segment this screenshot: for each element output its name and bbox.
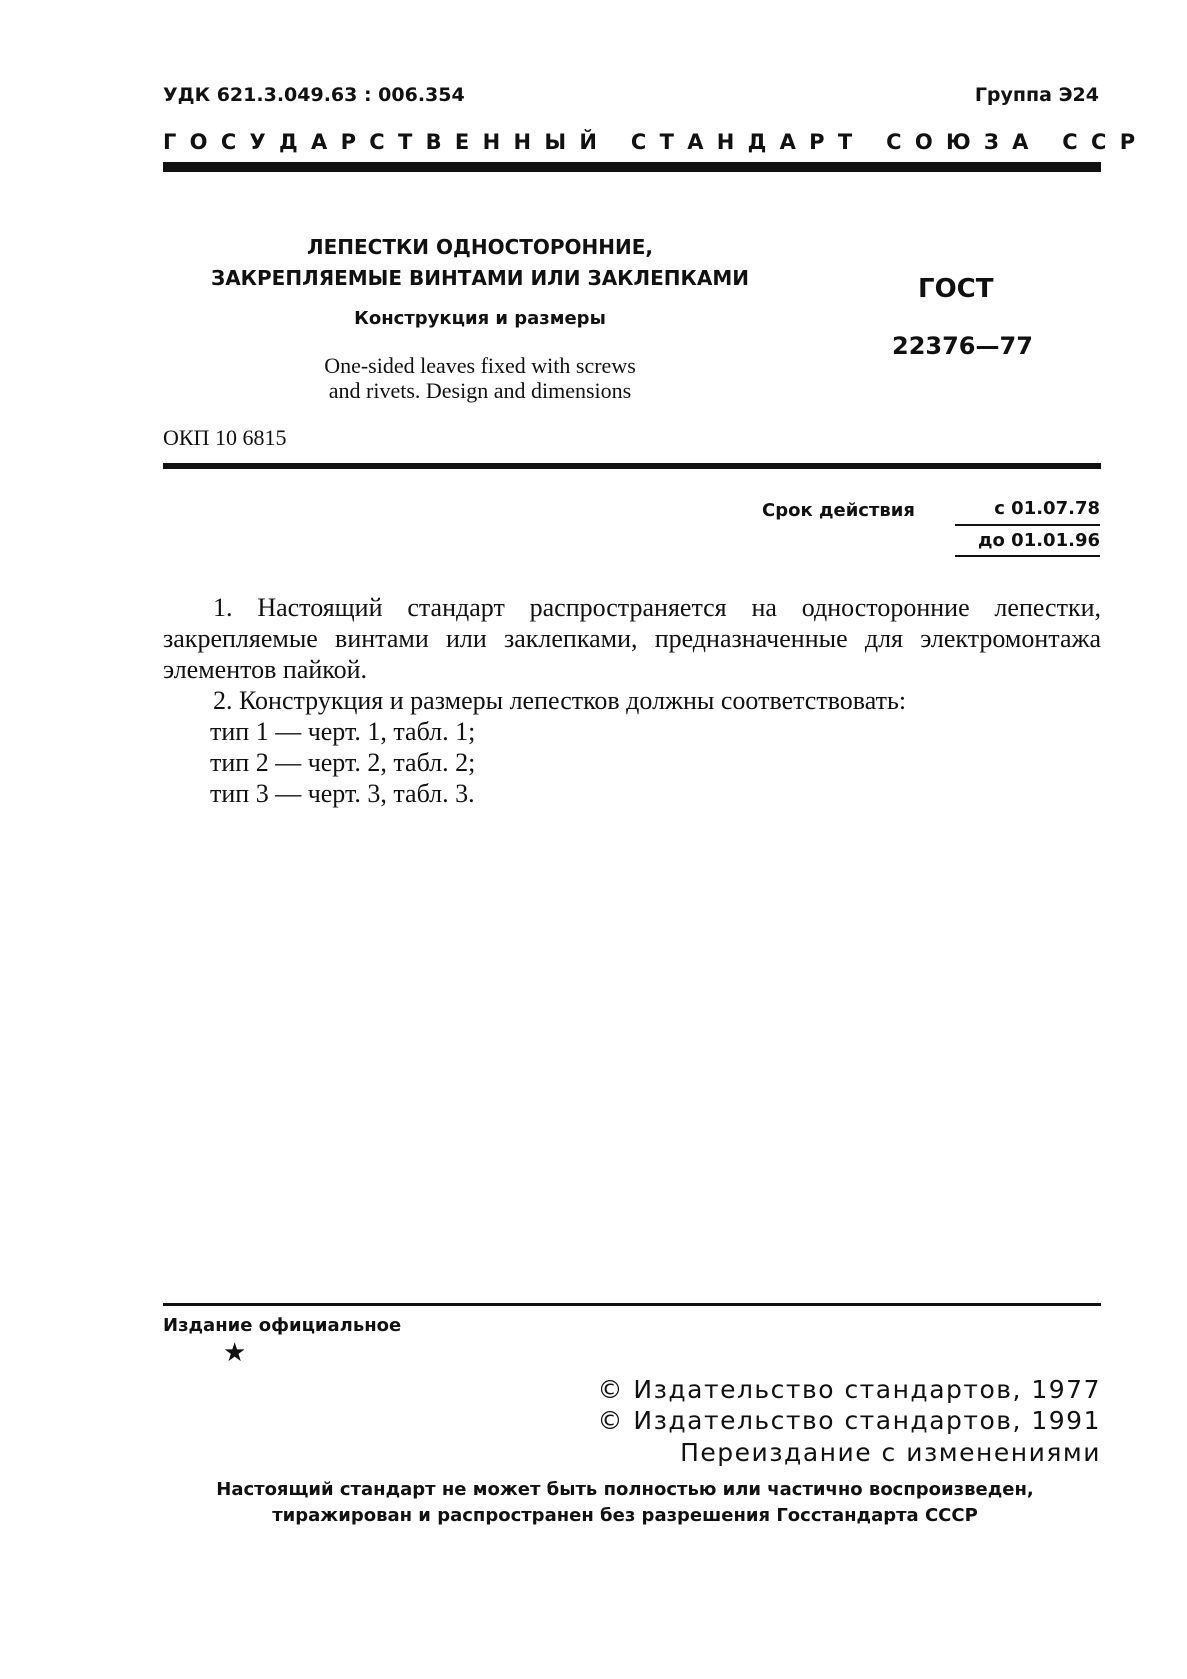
english-title-line-2: and rivets. Design and dimensions <box>328 378 632 403</box>
okp-code: ОКП 10 6815 <box>163 425 287 450</box>
group-code: Группа Э24 <box>974 84 1099 106</box>
gost-label: ГОСТ <box>918 274 994 304</box>
document-subtitle: Конструкция и размеры <box>354 308 606 329</box>
state-standard-heading: ГОСУДАРСТВЕННЫЙ СТАНДАРТ СОЮЗА ССР <box>163 130 1149 154</box>
type-line-1: тип 1 — черт. 1, табл. 1; <box>210 717 476 746</box>
title-bottom-rule <box>163 463 1101 469</box>
official-edition-label: Издание официальное <box>163 1315 402 1336</box>
validity-divider <box>955 524 1100 526</box>
title-line-1: ЛЕПЕСТКИ ОДНОСТОРОННИЕ, <box>306 235 654 259</box>
english-title <box>150 353 810 403</box>
header-thick-rule <box>163 162 1101 172</box>
body-text <box>163 592 1101 809</box>
footer-rule <box>163 1303 1101 1306</box>
star-icon: ★ <box>223 1338 247 1368</box>
validity-to: до 01.01.96 <box>978 530 1100 551</box>
gost-number: 22376—77 <box>892 332 1033 360</box>
document-title <box>150 232 810 294</box>
validity-label: Срок действия <box>762 500 915 521</box>
type-line-2: тип 2 — черт. 2, табл. 2; <box>210 748 476 777</box>
paragraph-2: 2. Конструкция и размеры лепестков должны соответствовать: <box>213 686 907 715</box>
notice-line-2: тиражирован и распространен без разрешения Госстандарта СССР <box>272 1505 978 1526</box>
paragraph-1: 1. Настоящий стандарт распространяется на односторонние лепестки, закрепляемые винтами или заклепками, предназначенные для электромонтажа элементов пайкой. <box>163 593 1101 684</box>
validity-underline <box>955 555 1100 557</box>
udk-code: УДК 621.3.049.63 : 006.354 <box>163 84 465 106</box>
reproduction-notice <box>150 1477 1100 1529</box>
title-line-2: ЗАКРЕПЛЯЕМЫЕ ВИНТАМИ ИЛИ ЗАКЛЕПКАМИ <box>210 266 750 290</box>
reissue-note: Переиздание с изменениями <box>680 1438 1101 1467</box>
copyright-1991: © Издательство стандартов, 1991 <box>597 1406 1101 1435</box>
english-title-line-1: One-sided leaves fixed with screws <box>324 353 636 378</box>
validity-from: с 01.07.78 <box>994 498 1100 519</box>
type-line-3: тип 3 — черт. 3, табл. 3. <box>210 779 475 808</box>
copyright-1977: © Издательство стандартов, 1977 <box>597 1375 1101 1404</box>
notice-line-1: Настоящий стандарт не может быть полностью или частично воспроизведен, <box>216 1479 1034 1500</box>
